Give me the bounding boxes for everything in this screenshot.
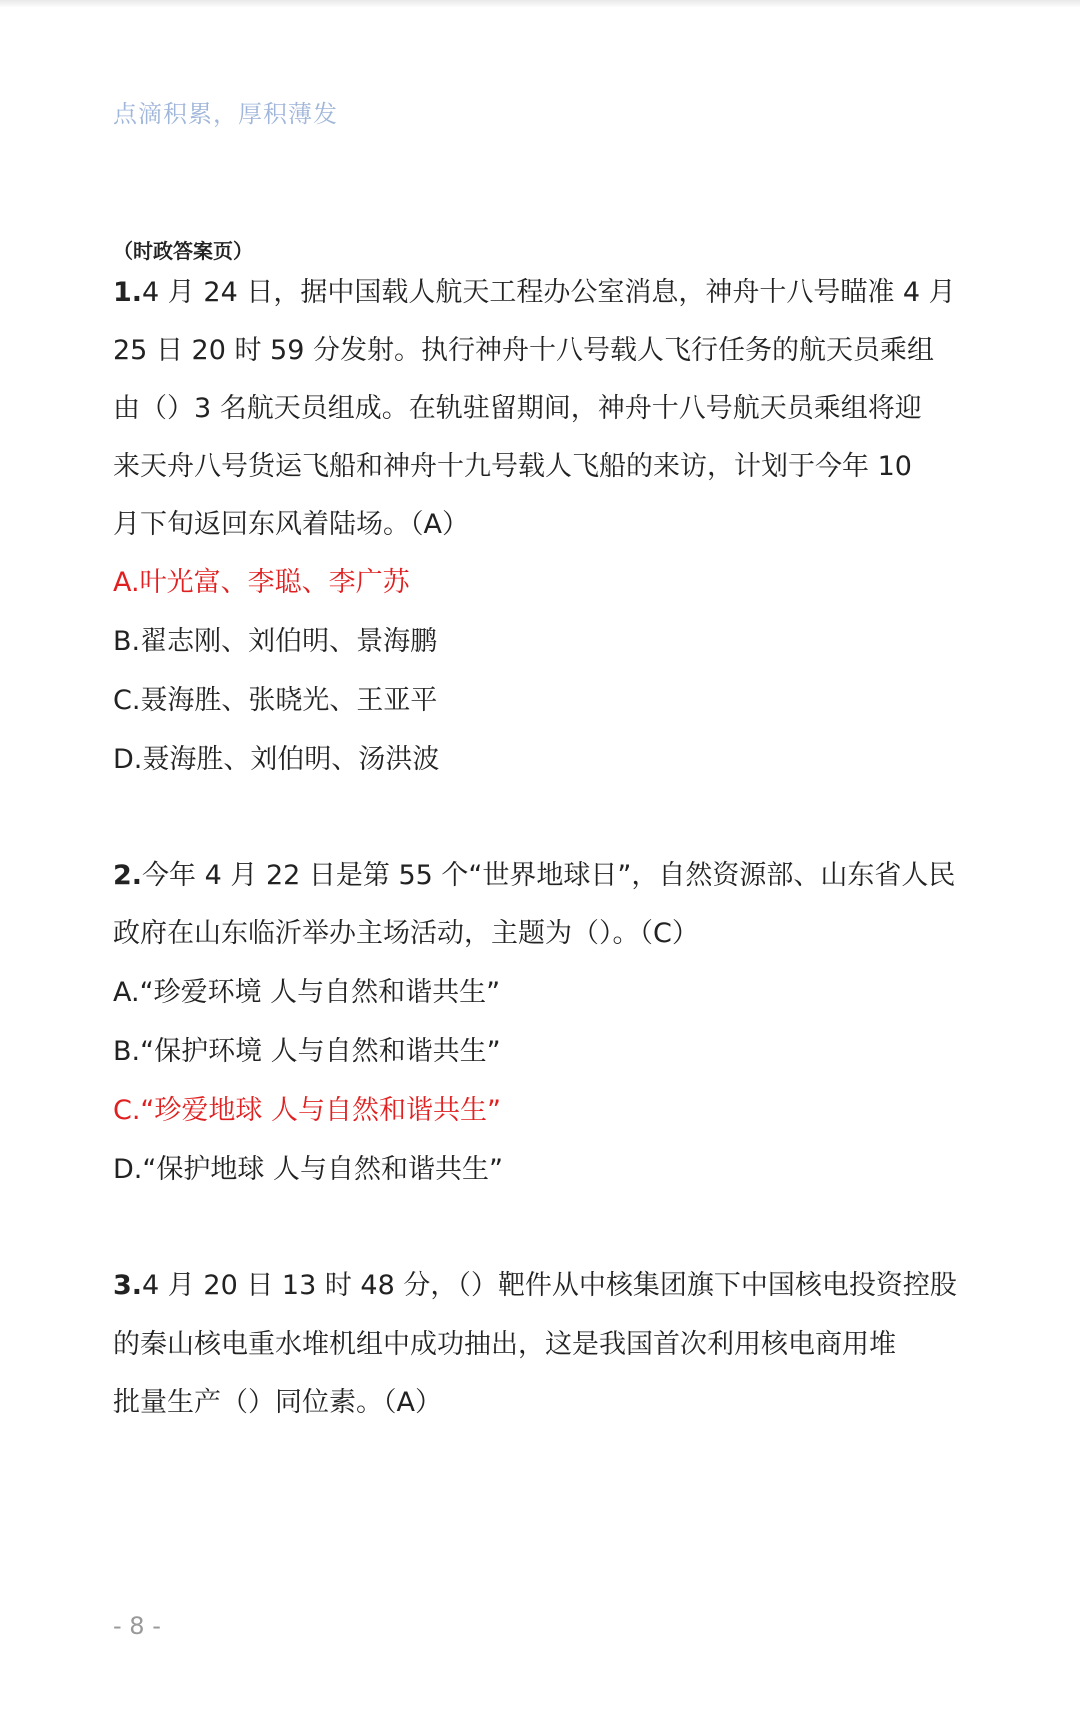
question-1-stem-line: 由（）3 名航天员组成。在轨驻留期间，神舟十八号航天员乘组将迎 (113, 393, 922, 424)
question-3-stem-line: 批量生产（）同位素。（A） (113, 1387, 442, 1418)
question-2-option-d: D.“保护地球 人与自然和谐共生” (113, 1154, 503, 1185)
question-number: 2. (113, 860, 143, 891)
question-1-option-c: C.聂海胜、张晓光、王亚平 (113, 685, 438, 716)
question-number: 1. (113, 277, 143, 308)
question-1-option-b: B.翟志刚、刘伯明、景海鹏 (113, 626, 438, 657)
question-2-option-a: A.“珍爱环境 人与自然和谐共生” (113, 977, 501, 1008)
question-1-stem-line: 月下旬返回东风着陆场。（A） (113, 509, 469, 540)
section-title: （时政答案页） (113, 239, 253, 263)
question-1-stem-line: 1.4 月 24 日，据中国载人航天工程办公室消息，神舟十八号瞄准 4 月 (113, 277, 956, 308)
question-2-stem-line: 政府在山东临沂举办主场活动，主题为（）。（C） (113, 918, 699, 949)
question-number: 3. (113, 1270, 143, 1301)
question-3-stem-line: 3.4 月 20 日 13 时 48 分，（）靶件从中核集团旗下中国核电投资控股 (113, 1270, 957, 1301)
question-2-stem-line: 2.今年 4 月 22 日是第 55 个“世界地球日”，自然资源部、山东省人民 (113, 860, 956, 891)
question-1-stem-line: 来天舟八号货运飞船和神舟十九号载人飞船的来访，计划于今年 10 (113, 451, 912, 482)
question-1-option-d: D.聂海胜、刘伯明、汤洪波 (113, 744, 440, 775)
page-number: - 8 - (113, 1612, 161, 1640)
question-2-option-c: C.“珍爱地球 人与自然和谐共生” (113, 1095, 501, 1126)
question-3-stem-line: 的秦山核电重水堆机组中成功抽出，这是我国首次利用核电商用堆 (113, 1329, 896, 1360)
header-slogan: 点滴积累，厚积薄发 (113, 100, 338, 128)
question-2-option-b: B.“保护环境 人与自然和谐共生” (113, 1036, 501, 1067)
question-1-stem-line: 25 日 20 时 59 分发射。执行神舟十八号载人飞行任务的航天员乘组 (113, 335, 934, 366)
page-top-shadow (0, 0, 1080, 8)
question-1-option-a: A.叶光富、李聪、李广苏 (113, 567, 410, 598)
